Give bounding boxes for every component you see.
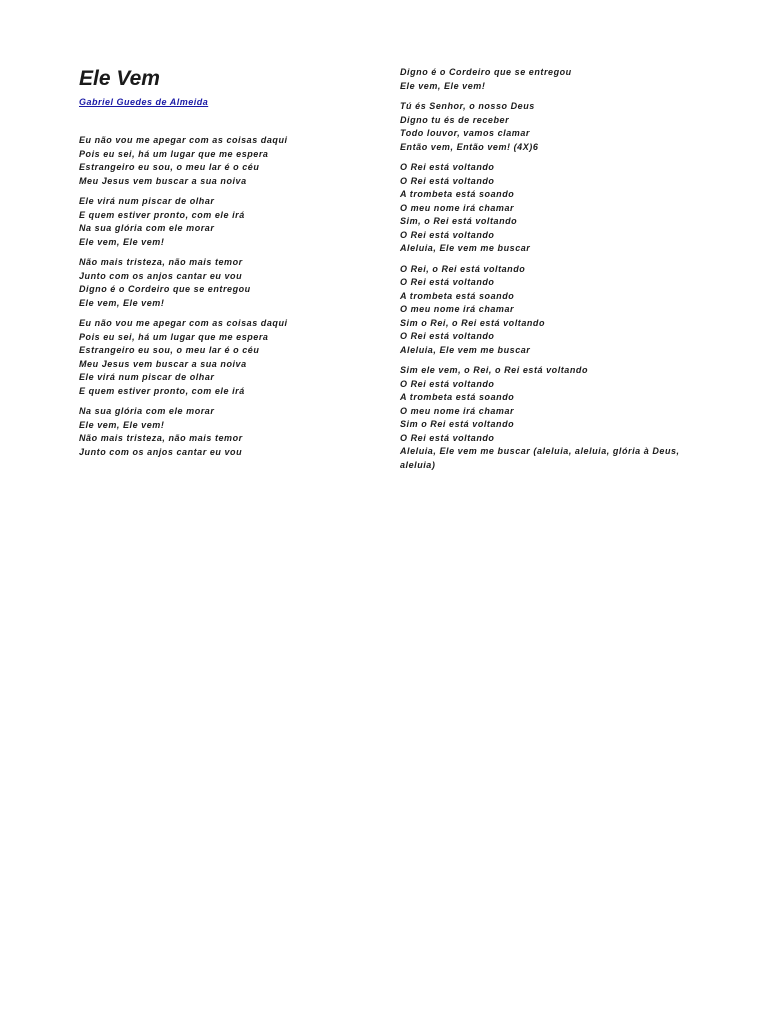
lyric-line: Meu Jesus vem buscar a sua noiva [79, 175, 247, 186]
lyric-line: Aleluia, Ele vem me buscar [400, 344, 531, 355]
lyric-line: Aleluia, Ele vem me buscar (aleluia, aleluia, glória à Deus, aleluia) [400, 446, 680, 470]
lyric-line: A trombeta está soando [400, 290, 515, 301]
lyric-line: O meu nome irá chamar [400, 405, 515, 416]
stanza [79, 195, 379, 249]
lyric-line: E quem estiver pronto, com ele irá [79, 385, 245, 396]
lyric-line: O meu nome irá chamar [400, 304, 515, 314]
lyric-line: Aleluia, Ele vem me buscar [400, 243, 531, 253]
song-title: Ele Vem [79, 67, 160, 90]
lyric-line: Sim o Rei, o Rei está voltando [400, 317, 546, 328]
lyric-line: Não mais tristeza, não mais temor [79, 433, 243, 443]
lyric-line: Meu Jesus vem buscar a sua noiva [79, 358, 247, 369]
stanza [400, 100, 700, 154]
lyric-line: O Rei está voltando [400, 378, 495, 389]
stanza [400, 263, 700, 358]
lyric-line: Pois eu sei, há um lugar que me espera [79, 331, 269, 342]
stanza [79, 134, 379, 188]
stanza [400, 364, 700, 472]
stanza [79, 256, 379, 310]
lyric-line: O Rei está voltando [400, 162, 495, 172]
stanza [79, 405, 379, 459]
lyric-line: Ele virá num piscar de olhar [79, 196, 215, 206]
lyric-line: A trombeta está soando [400, 189, 515, 199]
lyric-line: Ele vem, Ele vem! [400, 80, 486, 91]
lyric-line: Todo louvor, vamos clamar [400, 128, 530, 138]
lyric-line: Digno é o Cordeiro que se entregou [400, 67, 572, 77]
lyric-line: Ele vem, Ele vem! [79, 297, 165, 308]
lyric-line: Na sua glória com ele morar [79, 223, 215, 233]
lyric-line: Ele virá num piscar de olhar [79, 372, 215, 382]
lyric-line: Sim ele vem, o Rei, o Rei está voltando [400, 365, 589, 375]
left-stanzas [79, 134, 379, 459]
lyric-line: O meu nome irá chamar [400, 202, 515, 213]
lyric-line: O Rei está voltando [400, 331, 495, 341]
lyric-line: Pois eu sei, há um lugar que me espera [79, 148, 269, 159]
right-column [400, 66, 700, 479]
lyric-line: Sim, o Rei está voltando [400, 216, 518, 226]
lyric-line: O Rei está voltando [400, 175, 495, 186]
lyric-line: Digno é o Cordeiro que se entregou [79, 284, 251, 294]
lyric-line: Ele vem, Ele vem! [79, 236, 165, 247]
lyric-line: Estrangeiro eu sou, o meu lar é o céu [79, 345, 260, 355]
lyric-line: Na sua glória com ele morar [79, 406, 215, 416]
lyric-line: Junto com os anjos cantar eu vou [79, 270, 243, 281]
lyric-line: Digno tu és de receber [400, 114, 510, 125]
lyric-line: E quem estiver pronto, com ele irá [79, 209, 245, 220]
lyric-line: Junto com os anjos cantar eu vou [79, 446, 243, 457]
lyric-line: O Rei está voltando [400, 229, 495, 240]
author-link[interactable]: Gabriel Guedes de Almeida [79, 97, 209, 107]
lyric-line: Estrangeiro eu sou, o meu lar é o céu [79, 162, 260, 172]
lyric-line: O Rei está voltando [400, 432, 495, 443]
lyric-line: Ele vem, Ele vem! [79, 419, 165, 430]
left-column [79, 66, 379, 466]
lyric-line: O Rei está voltando [400, 277, 495, 287]
stanza [400, 161, 700, 256]
lyric-line: A trombeta está soando [400, 392, 515, 402]
stanza [400, 66, 700, 93]
stanza [79, 317, 379, 398]
lyric-line: Eu não vou me apegar com as coisas daqui [79, 135, 288, 145]
lyric-line: Então vem, Então vem! (4X)6 [400, 141, 539, 152]
lyric-line: Não mais tristeza, não mais temor [79, 257, 243, 267]
lyric-line: O Rei, o Rei está voltando [400, 263, 526, 274]
lyric-line: Eu não vou me apegar com as coisas daqui [79, 318, 288, 328]
lyric-line: Sim o Rei está voltando [400, 419, 515, 429]
lyric-line: Tú és Senhor, o nosso Deus [400, 101, 535, 111]
